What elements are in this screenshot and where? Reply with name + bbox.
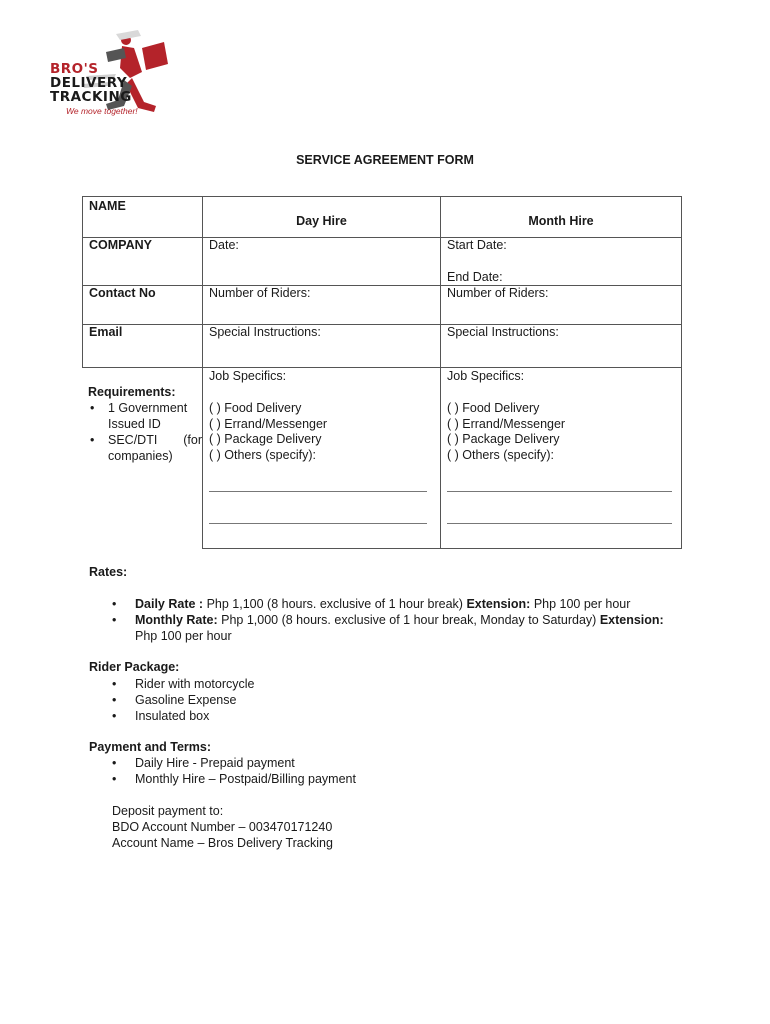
- requirement-item-2: [88, 432, 202, 464]
- logo-line-3: TRACKING: [50, 89, 132, 105]
- requirement-1-line-1: 1 Government: [108, 401, 188, 415]
- payment-item: [112, 755, 687, 771]
- day-riders-field[interactable]: Number of Riders:: [209, 286, 311, 300]
- rider-package-item-text: Insulated box: [135, 709, 210, 723]
- deposit-label: Deposit payment to:: [112, 804, 224, 818]
- day-option-food-delivery[interactable]: ( ) Food Delivery: [209, 401, 302, 415]
- month-riders-field[interactable]: Number of Riders:: [447, 286, 549, 300]
- month-specify-line-2[interactable]: [447, 523, 672, 524]
- monthly-rate-label: Monthly Rate:: [135, 613, 218, 627]
- bullet: •: [112, 693, 117, 707]
- label-email: Email: [89, 325, 123, 339]
- table-border-top: [82, 196, 682, 197]
- label-company: COMPANY: [89, 238, 152, 252]
- rider-package-item-text: Rider with motorcycle: [135, 677, 255, 691]
- day-job-specifics-label: Job Specifics:: [209, 369, 287, 383]
- monthly-rate-text: Php 1,000 (8 hours. exclusive of 1 hour break, Monday to Saturday): [217, 613, 600, 627]
- payment-item-text: Monthly Hire – Postpaid/Billing payment: [135, 772, 356, 786]
- day-option-others[interactable]: ( ) Others (specify):: [209, 447, 316, 462]
- requirement-2-line-2: companies): [108, 449, 173, 463]
- day-option-package[interactable]: ( ) Package Delivery: [209, 432, 322, 446]
- day-special-instructions-field[interactable]: Special Instructions:: [209, 325, 321, 339]
- bullet: •: [112, 709, 117, 723]
- label-contact-no: Contact No: [89, 286, 156, 300]
- rider-package-heading: Rider Package:: [89, 660, 180, 674]
- monthly-extension-text: Php 100 per hour: [135, 629, 232, 643]
- month-option-food-delivery[interactable]: ( ) Food Delivery: [447, 401, 540, 415]
- requirement-item-1: [88, 400, 202, 432]
- header-month-hire: Month Hire: [528, 214, 594, 228]
- logo-wordmark: [50, 62, 132, 104]
- bullet: •: [112, 756, 117, 770]
- page-title: SERVICE AGREEMENT FORM: [296, 153, 474, 167]
- day-job-options: [209, 401, 327, 463]
- table-border-right: [681, 196, 682, 549]
- requirements-block: [88, 384, 202, 464]
- table-divider-1: [202, 196, 203, 549]
- requirement-2-word-1: • SEC/DTI: [108, 433, 158, 447]
- label-name: NAME: [89, 199, 126, 213]
- payment-item: [112, 771, 687, 787]
- rider-package-item: [112, 692, 687, 708]
- agreement-table: [82, 196, 682, 549]
- daily-rate-label: Daily Rate :: [135, 597, 204, 611]
- account-name: Account Name – Bros Delivery Tracking: [112, 836, 333, 850]
- rider-package-item: [112, 676, 687, 692]
- day-date-field[interactable]: Date:: [209, 238, 239, 252]
- logo-line-1: BRO'S: [50, 61, 99, 77]
- bullet: •: [112, 597, 117, 611]
- table-row-line-3: [82, 324, 682, 325]
- table-border-bottom: [202, 548, 682, 549]
- table-row-line-2: [82, 285, 682, 286]
- bullet: •: [112, 613, 117, 627]
- table-border-left: [82, 196, 83, 368]
- bullet: •: [112, 677, 117, 691]
- rider-package-item: [112, 708, 687, 724]
- requirements-heading: Requirements:: [88, 385, 176, 399]
- month-special-instructions-field[interactable]: Special Instructions:: [447, 325, 559, 339]
- payment-heading: Payment and Terms:: [89, 740, 212, 754]
- header-day-hire: Day Hire: [296, 214, 347, 228]
- month-option-package[interactable]: ( ) Package Delivery: [447, 432, 560, 446]
- requirement-1-line-2: Issued ID: [108, 417, 161, 431]
- table-divider-2: [440, 196, 441, 549]
- bullet: •: [112, 772, 117, 786]
- day-specify-line-1[interactable]: [209, 491, 427, 492]
- logo-line-2: DELIVERY: [50, 75, 128, 91]
- rate-item-monthly: [112, 612, 687, 644]
- daily-extension-label: Extension:: [466, 597, 531, 611]
- rate-item-daily: [112, 596, 687, 612]
- month-option-errand[interactable]: ( ) Errand/Messenger: [447, 416, 566, 431]
- requirement-2-word-2: (for: [183, 433, 202, 447]
- day-specify-line-2[interactable]: [209, 523, 427, 524]
- rider-package-item-text: Gasoline Expense: [135, 693, 237, 707]
- month-specify-line-1[interactable]: [447, 491, 672, 492]
- month-option-others[interactable]: ( ) Others (specify):: [447, 447, 554, 462]
- table-row-line-1: [82, 237, 682, 238]
- daily-rate-text: Php 1,100 (8 hours. exclusive of 1 hour break): [203, 597, 467, 611]
- account-number: BDO Account Number – 003470171240: [112, 820, 333, 834]
- logo-tagline: We move together!: [66, 106, 138, 116]
- payment-item-text: Daily Hire - Prepaid payment: [135, 756, 295, 770]
- month-job-options: [447, 401, 565, 463]
- daily-extension-text: Php 100 per hour: [530, 597, 631, 611]
- monthly-extension-label: Extension:: [599, 613, 664, 627]
- month-end-date-field[interactable]: End Date:: [447, 270, 503, 284]
- day-option-errand[interactable]: ( ) Errand/Messenger: [209, 416, 328, 431]
- month-start-date-field[interactable]: Start Date:: [447, 238, 507, 252]
- rates-heading: Rates:: [89, 565, 128, 579]
- table-row-line-4: [82, 367, 682, 368]
- month-job-specifics-label: Job Specifics:: [447, 369, 525, 383]
